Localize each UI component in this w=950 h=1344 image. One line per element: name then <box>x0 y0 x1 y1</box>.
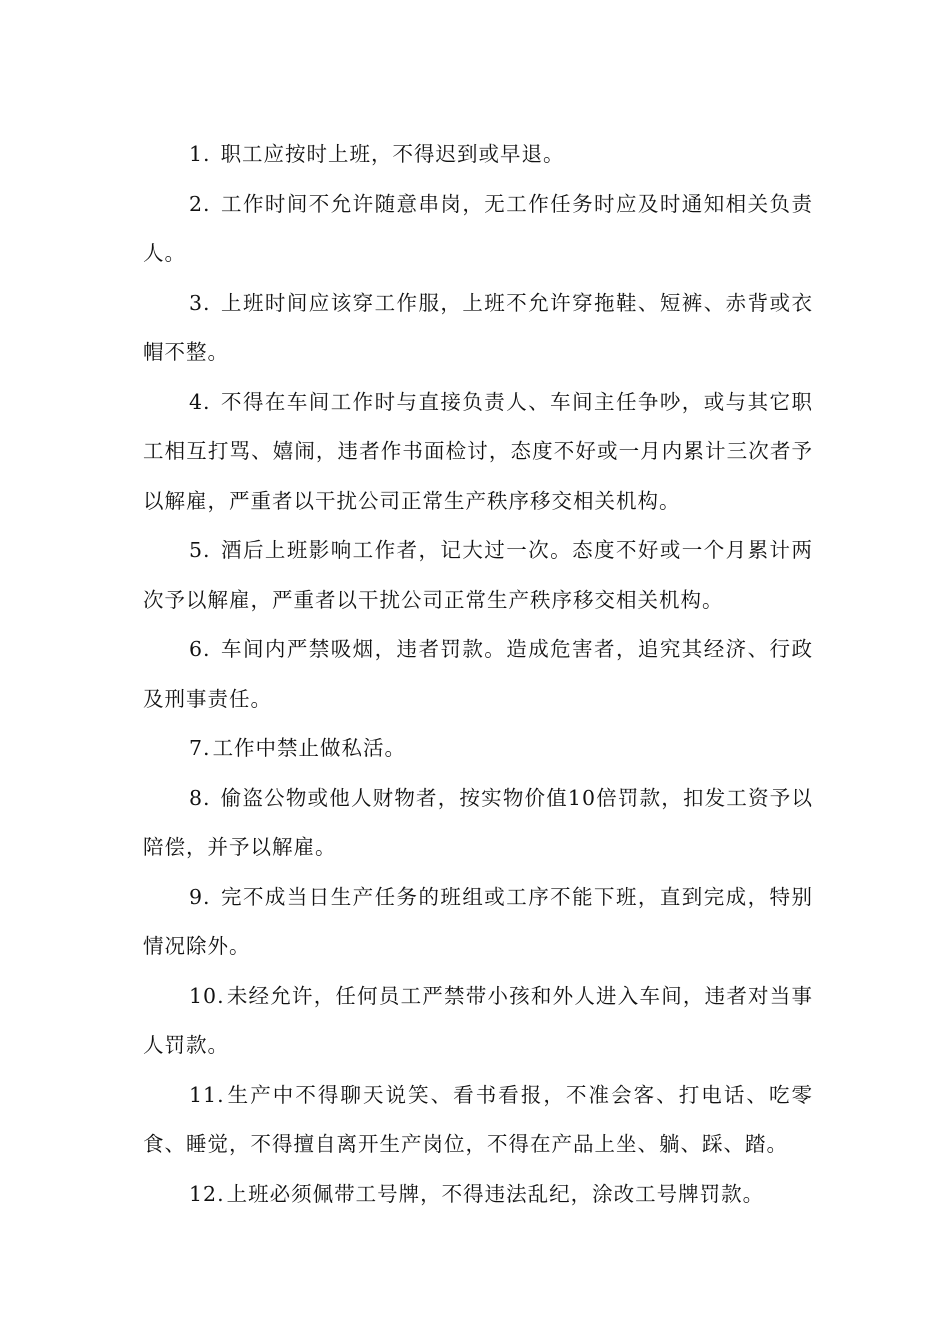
rule-item <box>143 279 813 378</box>
rule-item <box>143 724 813 774</box>
rule-text: 职工应按时上班，不得迟到或早退。 <box>220 142 565 166</box>
rule-item <box>143 774 813 873</box>
rule-number: 3. <box>189 290 211 315</box>
rule-item <box>143 378 813 527</box>
rule-item <box>143 1170 813 1220</box>
rule-item <box>143 526 813 625</box>
rule-text: 上班时间应该穿工作服，上班不允许穿拖鞋、短裤、赤背或衣帽不整。 <box>143 290 813 364</box>
rule-number: 2. <box>189 191 211 216</box>
rule-text: 酒后上班影响工作者，记大过一次。态度不好或一个月累计两次予以解雇，严重者以干扰公司正常生产秩序移交相关机构。 <box>143 538 813 612</box>
rule-text: 未经允许，任何员工严禁带小孩和外人进入车间，违者对当事人罚款。 <box>143 983 813 1057</box>
rule-item <box>143 625 813 724</box>
rule-number: 1. <box>189 142 211 166</box>
rule-text: 完不成当日生产任务的班组或工序不能下班，直到完成，特别情况除外。 <box>143 884 813 958</box>
rule-number: 10. <box>189 983 225 1008</box>
rule-number: 9. <box>189 884 211 909</box>
rule-item <box>143 130 813 180</box>
rule-item <box>143 873 813 972</box>
rule-text: 偷盗公物或他人财物者，按实物价值10倍罚款，扣发工资予以陪偿，并予以解雇。 <box>143 785 813 859</box>
rule-number: 12. <box>189 1181 225 1206</box>
rule-item <box>143 180 813 279</box>
rule-text: 车间内严禁吸烟，违者罚款。造成危害者，追究其经济、行政及刑事责任。 <box>143 637 813 711</box>
rule-number: 11. <box>189 1082 225 1107</box>
rule-text: 生产中不得聊天说笑、看书看报，不准会客、打电话、吃零食、睡觉，不得擅自离开生产岗位，不得在产品上坐、躺、踩、踏。 <box>143 1082 813 1156</box>
rule-text: 不得在车间工作时与直接负责人、车间主任争吵，或与其它职工相互打骂、嬉闹，违者作书面检讨，态度不好或一月内累计三次者予以解雇，严重者以干扰公司正常生产秩序移交相关机构。 <box>143 389 813 513</box>
rule-number: 6. <box>189 637 211 661</box>
rule-item <box>143 972 813 1071</box>
rule-item <box>143 1071 813 1170</box>
rule-text: 上班必须佩带工号牌，不得违法乱纪，涂改工号牌罚款。 <box>226 1181 765 1206</box>
rule-number: 4. <box>189 389 211 414</box>
rule-text: 工作时间不允许随意串岗，无工作任务时应及时通知相关负责人。 <box>143 191 813 265</box>
rules-list <box>143 130 813 1219</box>
rule-number: 5. <box>189 538 211 562</box>
rule-number: 7. <box>189 736 211 760</box>
rule-number: 8. <box>189 785 211 810</box>
rule-text: 工作中禁止做私活。 <box>212 736 407 760</box>
